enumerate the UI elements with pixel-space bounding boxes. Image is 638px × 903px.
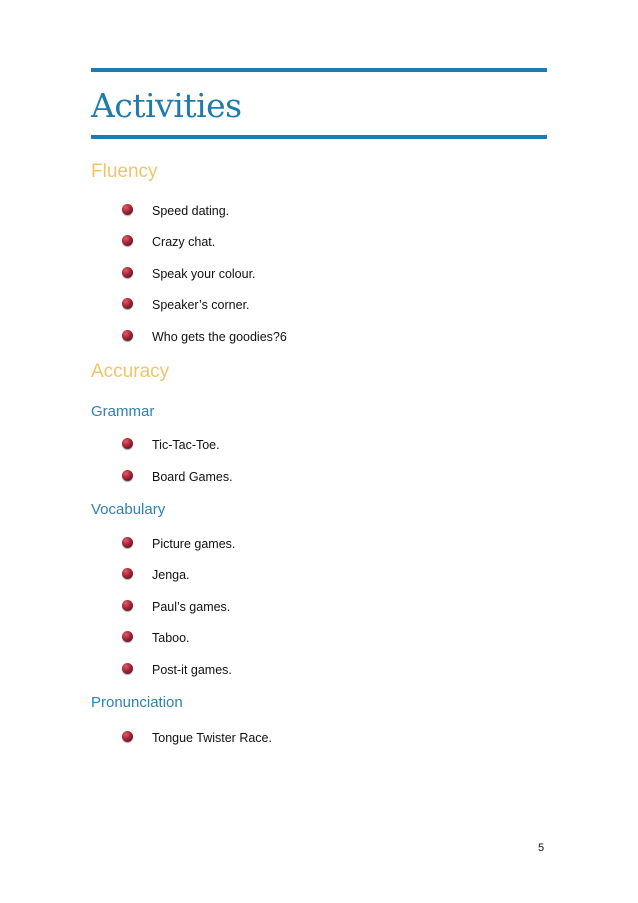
ball-bullet-icon <box>122 204 133 215</box>
ball-bullet-icon <box>122 568 133 579</box>
subheading-pronunciation: Pronunciation <box>91 694 183 711</box>
page-number: 5 <box>538 842 545 854</box>
ball-bullet-icon <box>122 438 133 449</box>
ball-bullet-icon <box>122 537 133 548</box>
ball-bullet-icon <box>122 470 133 481</box>
subheading-vocabulary: Vocabulary <box>91 501 166 518</box>
title-underline <box>91 135 547 139</box>
ball-bullet-icon <box>122 631 133 642</box>
ball-bullet-icon <box>122 663 133 674</box>
ball-bullet-icon <box>122 330 133 341</box>
ball-bullet-icon <box>122 267 133 278</box>
subheading-grammar: Grammar <box>91 403 155 420</box>
top-rule <box>91 68 547 72</box>
section-heading-accuracy: Accuracy <box>91 361 170 382</box>
ball-bullet-icon <box>122 600 133 611</box>
section-heading-fluency: Fluency <box>91 161 158 182</box>
ball-bullet-icon <box>122 298 133 309</box>
ball-bullet-icon <box>122 731 133 742</box>
page-title: Activities <box>91 86 242 125</box>
ball-bullet-icon <box>122 235 133 246</box>
